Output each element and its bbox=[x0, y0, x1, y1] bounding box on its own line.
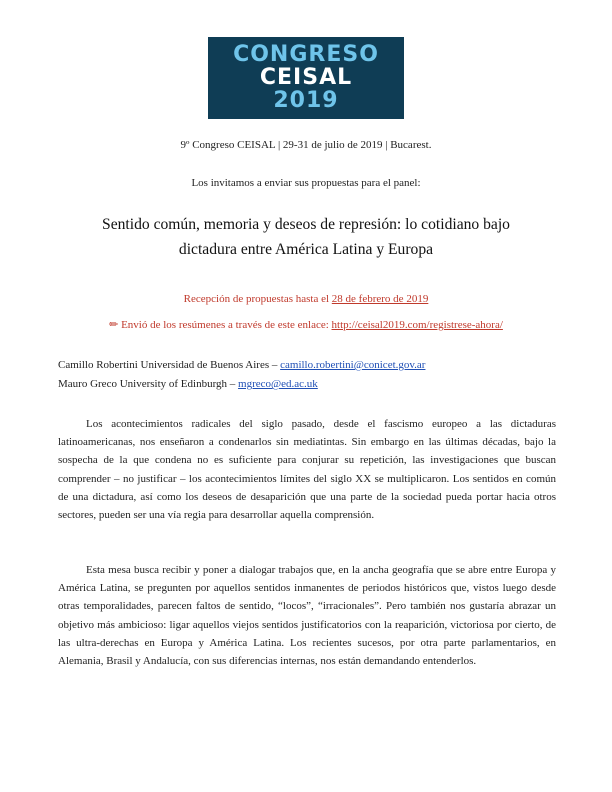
deadline-date: 28 de febrero de 2019 bbox=[331, 293, 429, 305]
author-2-email-link[interactable]: mgreco@ed.ac.uk bbox=[238, 378, 318, 390]
logo-line-1: CONGRESO bbox=[233, 42, 379, 67]
congress-logo bbox=[208, 37, 404, 119]
registration-link[interactable]: http://ceisal2019.com/registrese-ahora/ bbox=[331, 319, 503, 331]
submission-notice bbox=[0, 318, 612, 331]
author-1 bbox=[58, 359, 425, 371]
author-2 bbox=[58, 378, 318, 390]
paragraph-1: Los acontecimientos radicales del siglo pasado, desde el fascismo europeo a las dictaduras latinoamericanas, nos enseñaron a condenarlos sin mediatintas. Sin embargo en las últimas décadas, bajo la sospecha de la que condena no es suficiente para conjurar su repetición, las investigaciones que buscan comprender – no justificar – los acontecimientos límites del siglo XX se multiplicaron. Los sentidos en común de una dictadura, así como los deseos de desaparición que una parte de la sociedad pueda portar hacia otros sectores, pueden ser una vía regia para desarrollar aquella comprensión. bbox=[58, 418, 556, 522]
panel-title-line-2: dictadura entre América Latina y Europa bbox=[178, 241, 434, 258]
author-1-name: Camillo Robertini Universidad de Buenos Aires – bbox=[58, 359, 281, 371]
submission-text: ✏ Envió de los resúmenes a través de este enlace: bbox=[109, 319, 332, 331]
congress-info: 9º Congreso CEISAL | 29-31 de julio de 2019 | Bucarest. bbox=[180, 139, 432, 151]
paragraph-2: Esta mesa busca recibir y poner a dialogar trabajos que, en la ancha geografía que se abre entre Europa y América Latina, se pregunten por aquellos sentidos inmanentes de periodos históricos que, vistos luego desde otras temporalidades, parecen faltos de sentido, “locos”, “irracionales”. Pero también nos gustaría abrazar un objetivo más ambicioso: ligar aquellos viejos sentidos justificatorios con la reaparición, victoriosa por cierto, de las ultra-derechas en Europa y América Latina. Los recientes sucesos, por otra parte parlamentarios, en Alemania, Brasil y Andalucía, con sus diferencias internas, nos están demandando entenderlos. bbox=[58, 564, 556, 668]
author-2-name: Mauro Greco University of Edinburgh – bbox=[58, 378, 239, 390]
deadline-prefix: Recepción de propuestas hasta el bbox=[183, 293, 332, 305]
deadline-notice bbox=[0, 293, 612, 305]
invitation-text: Los invitamos a enviar sus propuestas para el panel: bbox=[191, 177, 421, 189]
panel-title-line-1: Sentido común, memoria y deseos de represión: lo cotidiano bajo bbox=[102, 216, 510, 233]
author-1-email-link[interactable]: camillo.robertini@conicet.gov.ar bbox=[280, 359, 426, 371]
logo-line-3: 2019 bbox=[273, 88, 339, 113]
logo-line-2: CEISAL bbox=[259, 65, 353, 90]
